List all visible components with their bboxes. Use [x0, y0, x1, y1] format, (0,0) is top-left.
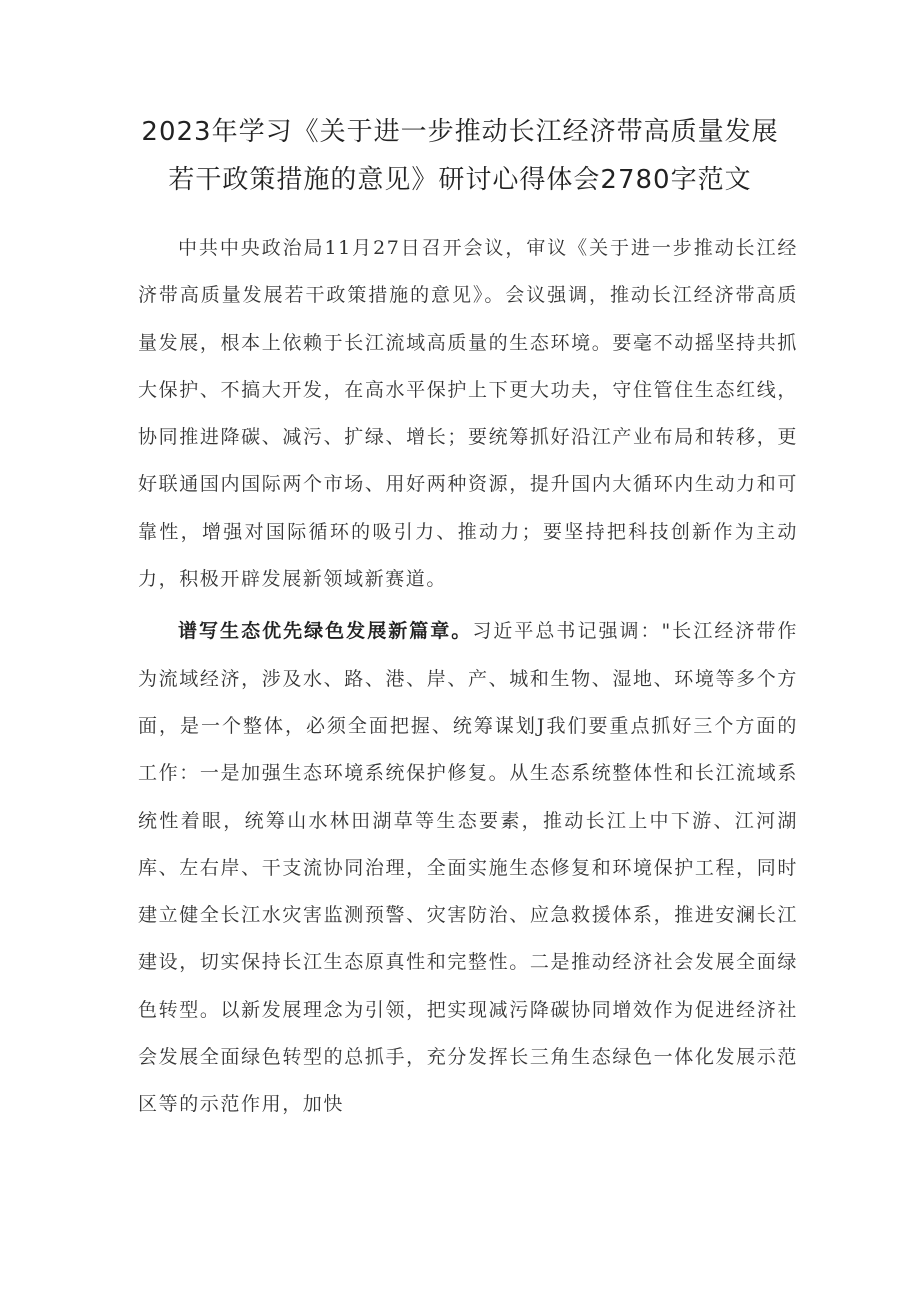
paragraph-2: [138, 608, 798, 1128]
paragraph-2-text: 习近平总书记强调："长江经济带作为流域经济，涉及水、路、港、岸、产、城和生物、湿地、环境等多个方面，是一个整体，必须全面把握、统筹谋划J我们要重点抓好三个方面的工作：一是加强生态环境系统保护修复。从生态系统整体性和长江流域系统性着眼，统筹山水林田湖草等生态要素，推动长江上中下游、江河湖库、左右岸、干支流协同治理，全面实施生态修复和环境保护工程，同时建立健全长江水灾害监测预警、灾害防治、应急救援体系，推进安澜长江建设，切实保持长江生态原真性和完整性。二是推动经济社会发展全面绿色转型。以新发展理念为引领，把实现减污降碳协同增效作为促进经济社会发展全面绿色转型的总抓手，充分发挥长三角生态绿色一体化发展示范区等的示范作用，加快: [138, 620, 799, 1116]
document-title: [100, 108, 820, 204]
paragraph-1: [138, 225, 798, 603]
paragraph-1-text: 中共中央政治局11月27日召开会议，审议《关于进一步推动长江经济带高质量发展若干政策措施的意见》。会议强调，推动长江经济带高质量发展，根本上依赖于长江流域高质量的生态环境。要毫不动摇坚持共抓大保护、不搞大开发，在高水平保护上下更大功夫，守住管住生态红线，协同推进降碳、减污、扩绿、增长；要统筹抓好沿江产业布局和转移，更好联通国内国际两个市场、用好两种资源，提升国内大循环内生动力和可靠性，增强对国际循环的吸引力、推动力；要坚持把科技创新作为主动力，积极开辟发展新领域新赛道。: [138, 237, 798, 591]
title-line-1: 2023年学习《关于进一步推动长江经济带高质量发展: [141, 117, 779, 147]
title-line-2: 若干政策措施的意见》研讨心得体会2780字范文: [168, 165, 752, 195]
paragraph-2-lead: 谱写生态优先绿色发展新篇章。: [178, 620, 473, 643]
document-body: [138, 225, 798, 1129]
